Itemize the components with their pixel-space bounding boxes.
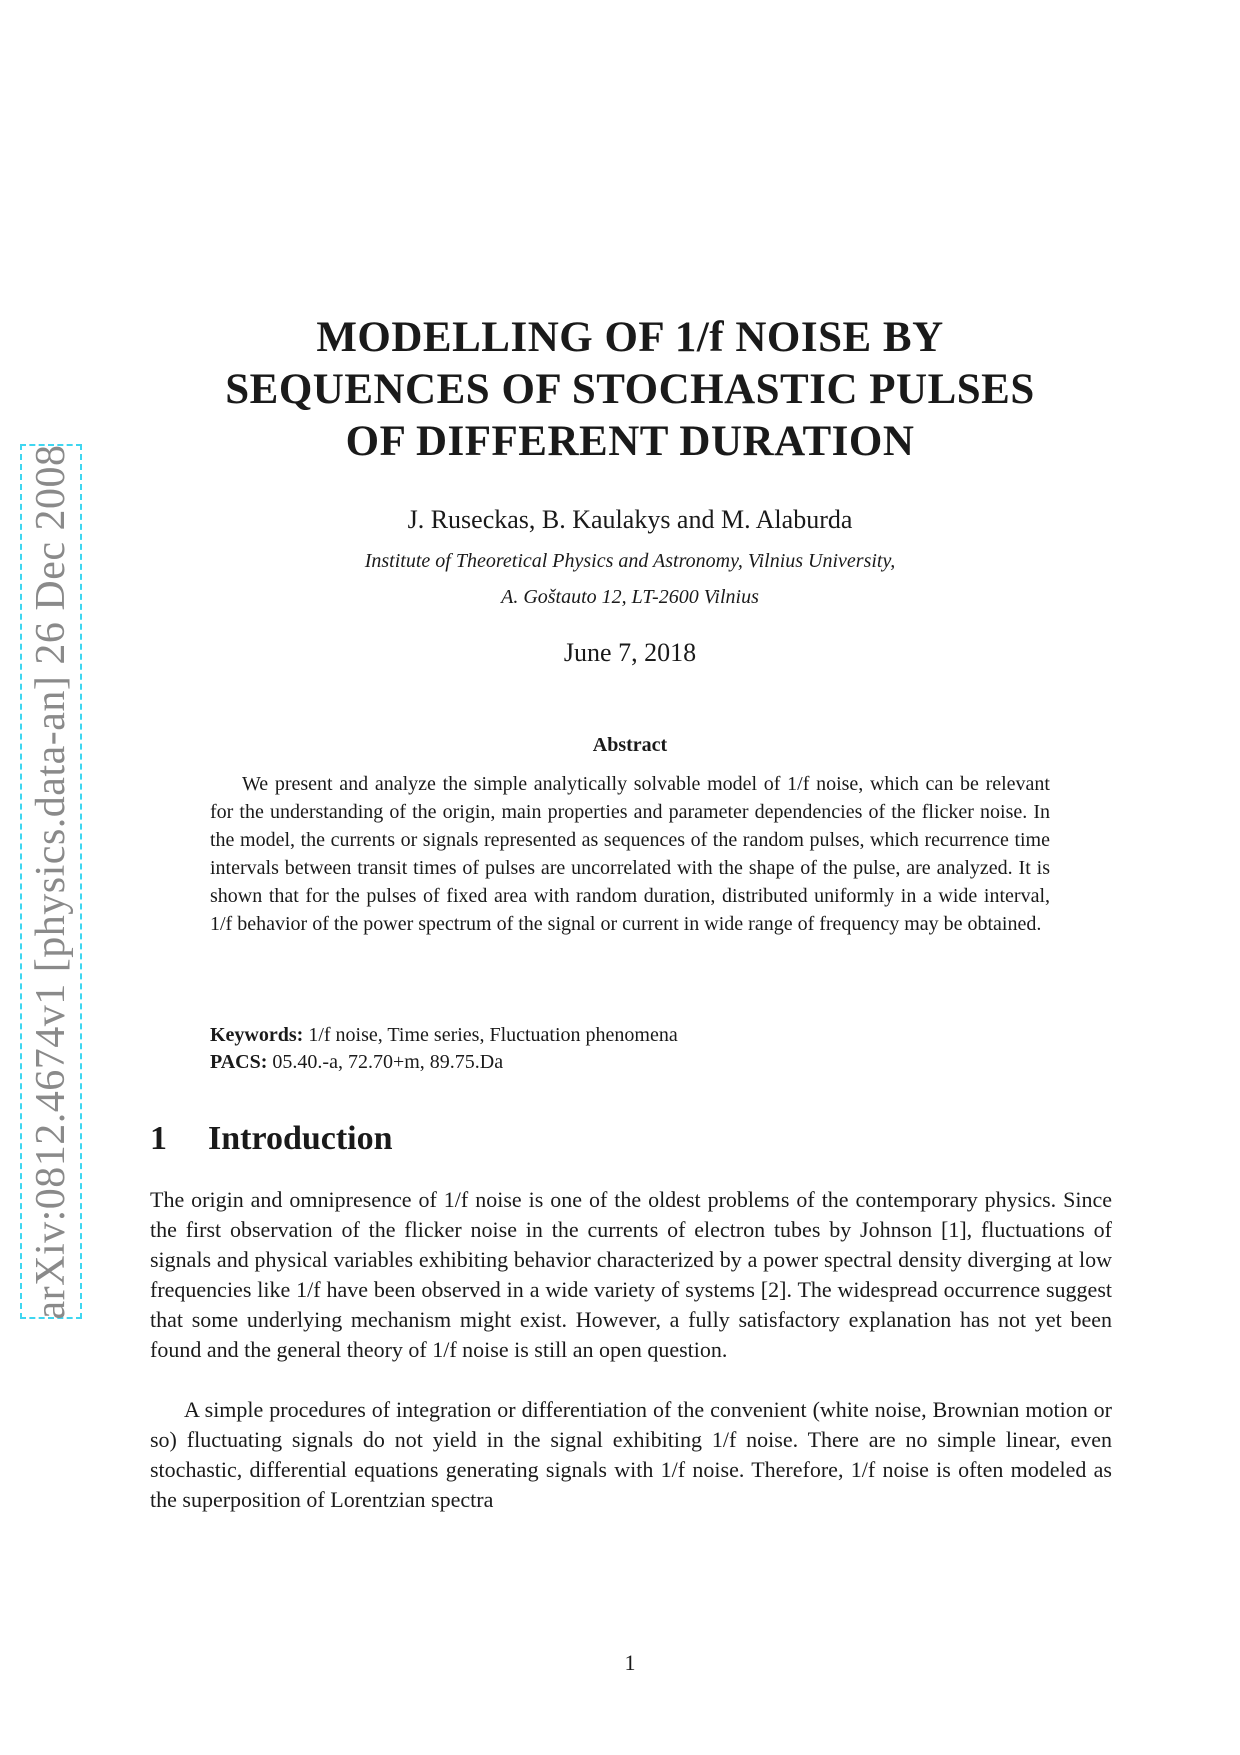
affiliation-line: A. Goštauto 12, LT-2600 Vilnius [501, 586, 759, 608]
abstract-heading: Abstract [592, 734, 668, 756]
pacs-line [210, 1051, 1050, 1074]
keywords-value: 1/f noise, Time series, Fluctuation phenomena [308, 1024, 678, 1046]
title-line: SEQUENCES OF STOCHASTIC PULSES [225, 366, 1035, 413]
pacs-label: PACS: [210, 1051, 268, 1073]
paper-date: June 7, 2018 [563, 638, 697, 667]
page-number: 1 [624, 1650, 636, 1675]
keywords-line [210, 1024, 1050, 1047]
affiliation [150, 543, 1110, 615]
section-number: 1 [150, 1120, 167, 1157]
section-heading [150, 1120, 393, 1158]
arxiv-stamp [20, 444, 82, 1319]
section-title: Introduction [208, 1120, 393, 1157]
keywords-label: Keywords: [210, 1024, 304, 1046]
pacs-value: 05.40.-a, 72.70+m, 89.75.Da [272, 1051, 504, 1073]
authors: J. Ruseckas, B. Kaulakys and M. Alaburda [407, 505, 853, 534]
title-line: OF DIFFERENT DURATION [345, 418, 915, 465]
arxiv-identifier: arXiv:0812.4674v1 [physics.data-an] 26 Dec 2008 [28, 444, 74, 1319]
abstract-text: We present and analyze the simple analytically solvable model of 1/f noise, which can be relevant for the understanding of the origin, main properties and parameter dependencies of the flicker noise. In the model, the currents or signals represented as sequences of the random pulses, which recurrence time intervals between transit times of pulses are uncorrelated with the shape of the pulse, are analyzed. It is shown that for the pulses of fixed area with random duration, distributed uniformly in a wide interval, 1/f behavior of the power spectrum of the signal or current in wide range of frequency may be obtained. [210, 773, 1050, 935]
paper-title [150, 312, 1110, 468]
body-paragraph: The origin and omnipresence of 1/f noise is one of the oldest problems of the contemporary physics. Since the first observation of the flicker noise in the currents of electron tubes by Johnson [1], fluctuations of signals and physical variables exhibiting behavior characterized by a power spectral density diverging at low frequencies like 1/f have been observed in a wide variety of systems [2]. The widespread occurrence suggest that some underlying mechanism might exist. However, a fully satisfactory explanation has not yet been found and the general theory of 1/f noise is still an open question. [150, 1187, 1112, 1362]
body-paragraph: A simple procedures of integration or differentiation of the convenient (white noise, Brownian motion or so) fluctuating signals do not yield in the signal exhibiting 1/f noise. There are no simple linear, even stochastic, differential equations generating signals with 1/f noise. Therefore, 1/f noise is often modeled as the superposition of Lorentzian spectra [150, 1397, 1112, 1512]
affiliation-line: Institute of Theoretical Physics and Astronomy, Vilnius University, [364, 550, 896, 572]
title-line: MODELLING OF 1/f NOISE BY [316, 314, 944, 361]
